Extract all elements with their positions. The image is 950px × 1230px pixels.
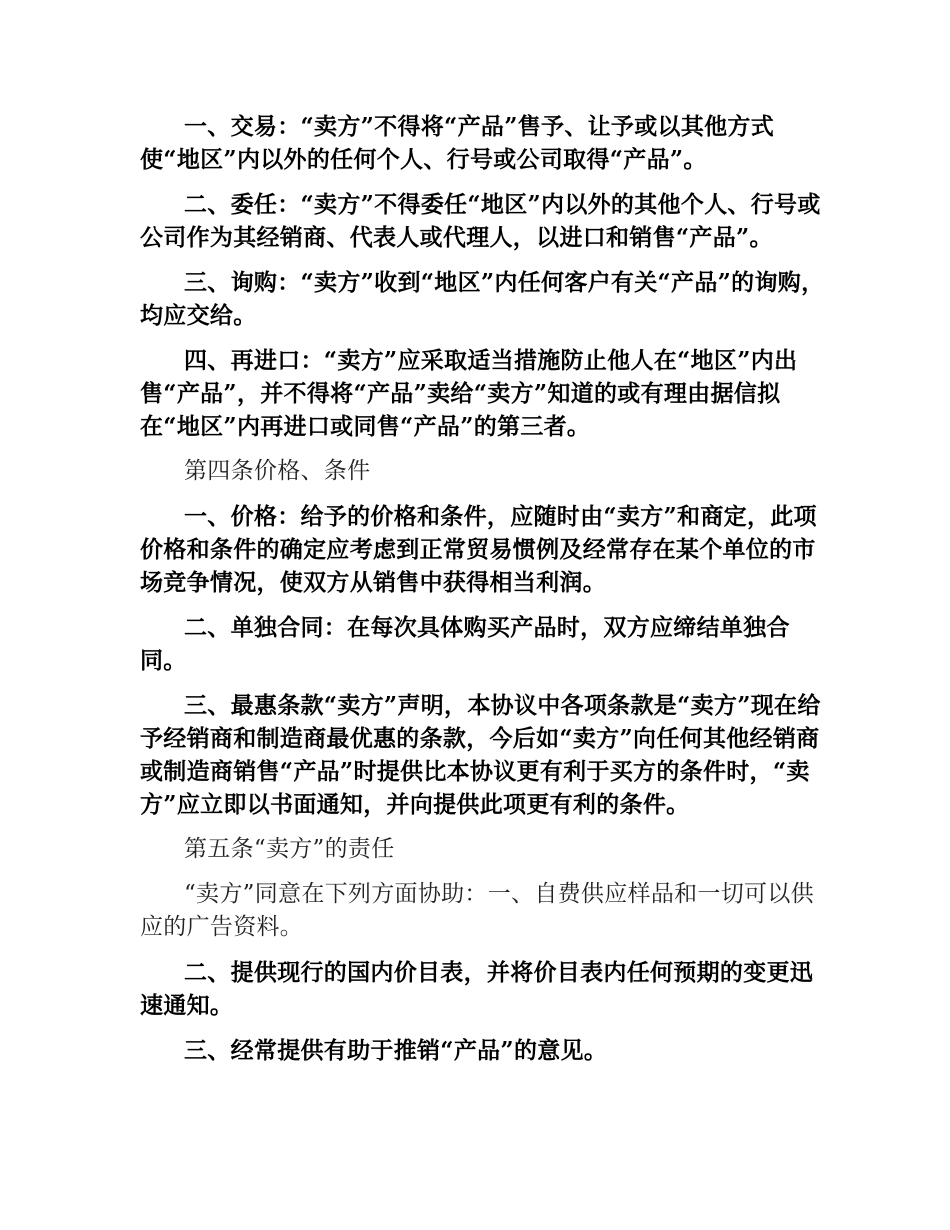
clause-most-favored: 三、最惠条款“卖方”声明，本协议中各项条款是“卖方”现在给予经销商和制造商最优惠的条款，今后如“卖方”向任何其他经销商或制造商销售“产品”时提供比本协议更有利于买方的条件时，“卖方”应立即以书面通知，并向提供此项更有利的条件。 bbox=[140, 692, 821, 818]
clause-price-list: 二、提供现行的国内价目表，并将价目表内任何预期的变更迅速通知。 bbox=[140, 959, 814, 1019]
clause-promotion-advice: 三、经常提供有助于推销“产品”的意见。 bbox=[184, 1037, 608, 1064]
clause-appointment: 二、委任：“卖方”不得委任“地区”内以外的其他个人、行号或公司作为其经销商、代表人或代理人，以进口和销售“产品”。 bbox=[140, 191, 821, 251]
article-5-heading: 第五条“卖方”的责任 bbox=[184, 836, 395, 862]
clause-separate-contract: 二、单独合同：在每次具体购买产品时，双方应缔结单独合同。 bbox=[140, 614, 790, 674]
clause-reimport: 四、再进口：“卖方”应采取适当措施防止他人在“地区”内出售“产品”，并不得将“产品”卖给“卖方”知道的或有理由据信拟在“地区”内再进口或同售“产品”的第三者。 bbox=[140, 347, 798, 440]
clause-price: 一、价格：给予的价格和条件，应随时由“卖方”和商定，此项价格和条件的确定应考虑到正常贸易惯例及经常存在某个单位的市场竞争情况，使双方从销售中获得相当利润。 bbox=[140, 503, 817, 596]
document-page bbox=[140, 110, 830, 1079]
clause-inquiry: 三、询购：“卖方”收到“地区”内任何客户有关“产品”的询购，均应交给。 bbox=[140, 269, 825, 329]
article-4-heading: 第四条价格、条件 bbox=[184, 458, 371, 484]
clause-transaction: 一、交易：“卖方”不得将“产品”售予、让予或以其他方式使“地区”内以外的任何个人、行号或公司取得“产品”。 bbox=[140, 113, 775, 173]
clause-seller-assist: “卖方”同意在下列方面协助：一、自费供应样品和一切可以供应的广告资料。 bbox=[140, 881, 814, 940]
